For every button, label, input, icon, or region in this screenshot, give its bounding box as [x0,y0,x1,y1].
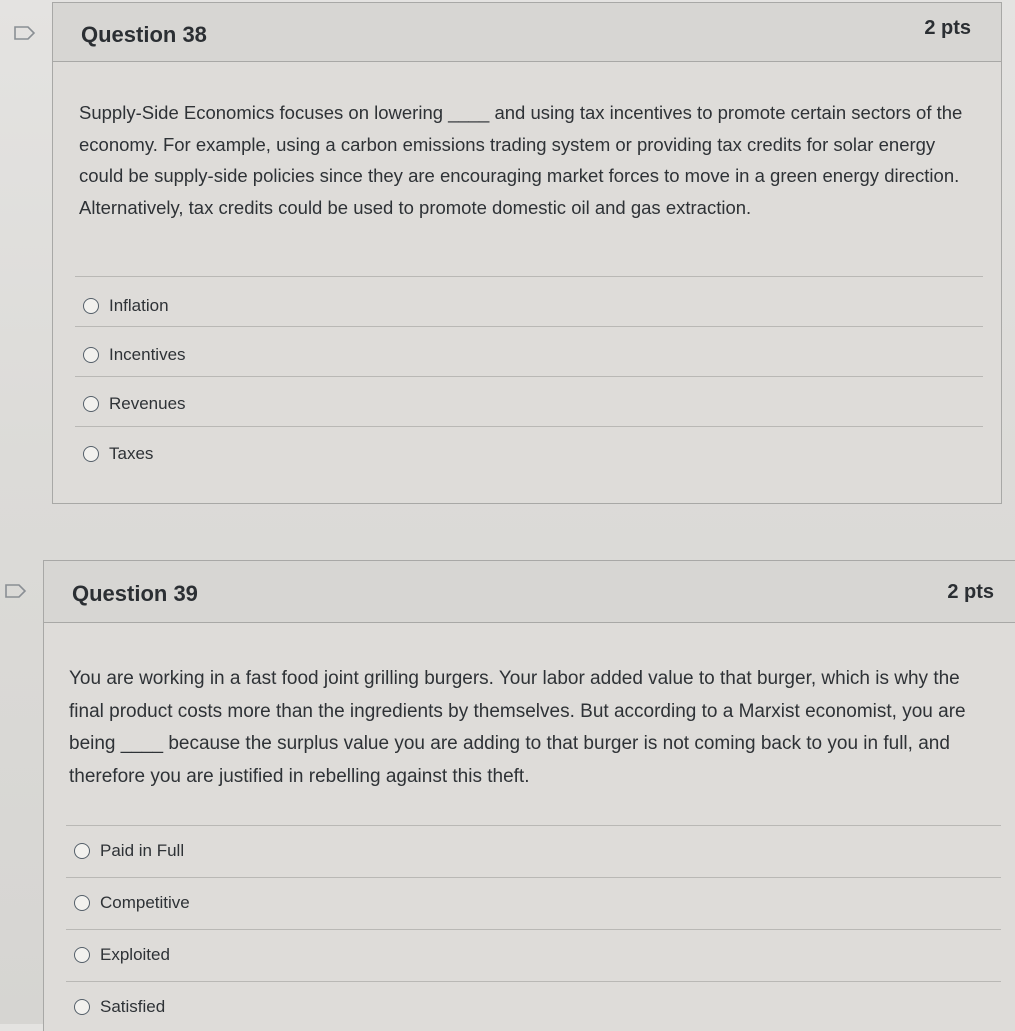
divider [75,376,983,377]
answer-label: Exploited [100,945,170,964]
answer-option[interactable] [83,444,153,464]
flag-question-icon[interactable] [5,584,27,598]
question-card [52,2,1002,504]
answer-option[interactable] [83,296,169,316]
radio-button[interactable] [83,298,99,314]
question-header [53,3,1001,62]
question-text: Supply-Side Economics focuses on lowering ____ and using tax incentives to promote certain sectors of the economy. For example, using a carbon emissions trading system or providing tax credits for solar energy could be supply-side policies since they are encouraging market forces to move in a green energy direction. Alternatively, tax credits could be used to promote domestic oil and gas extraction. [79,102,963,218]
answer-option[interactable] [74,997,165,1017]
answer-option[interactable] [83,394,186,414]
radio-button[interactable] [74,999,90,1015]
radio-button[interactable] [83,347,99,363]
question-header [44,561,1015,623]
question-points: 2 pts [947,581,994,603]
radio-button[interactable] [83,396,99,412]
divider [66,981,1001,982]
radio-button[interactable] [74,895,90,911]
question-card [43,560,1015,1031]
divider [75,276,983,277]
answer-label: Satisfied [100,997,166,1016]
flag-question-icon[interactable] [14,26,36,40]
answer-option[interactable] [83,345,186,365]
answer-label: Incentives [109,345,186,364]
answer-label: Paid in Full [100,841,185,860]
answer-option[interactable] [74,945,170,965]
answer-label: Inflation [109,296,169,315]
answer-option[interactable] [74,893,190,913]
answer-label: Competitive [100,893,190,912]
question-title: Question 39 [72,581,198,606]
question-text: You are working in a fast food joint grilling burgers. Your labor added value to that burger, which is why the final product costs more than the ingredients by themselves. But according to a Marxist economist, you are being ____ because the surplus value you are adding to that burger is not coming back to you in full, and therefore you are justified in rebelling against this theft. [69,668,966,787]
divider [75,426,983,427]
radio-button[interactable] [74,843,90,859]
divider [75,326,983,327]
radio-button[interactable] [74,947,90,963]
divider [66,877,1001,878]
radio-button[interactable] [83,446,99,462]
divider [66,929,1001,930]
divider [66,825,1001,826]
answer-label: Taxes [109,444,154,463]
answer-label: Revenues [109,394,186,413]
question-title: Question 38 [81,22,207,47]
question-points: 2 pts [924,17,971,39]
answer-option[interactable] [74,841,184,861]
